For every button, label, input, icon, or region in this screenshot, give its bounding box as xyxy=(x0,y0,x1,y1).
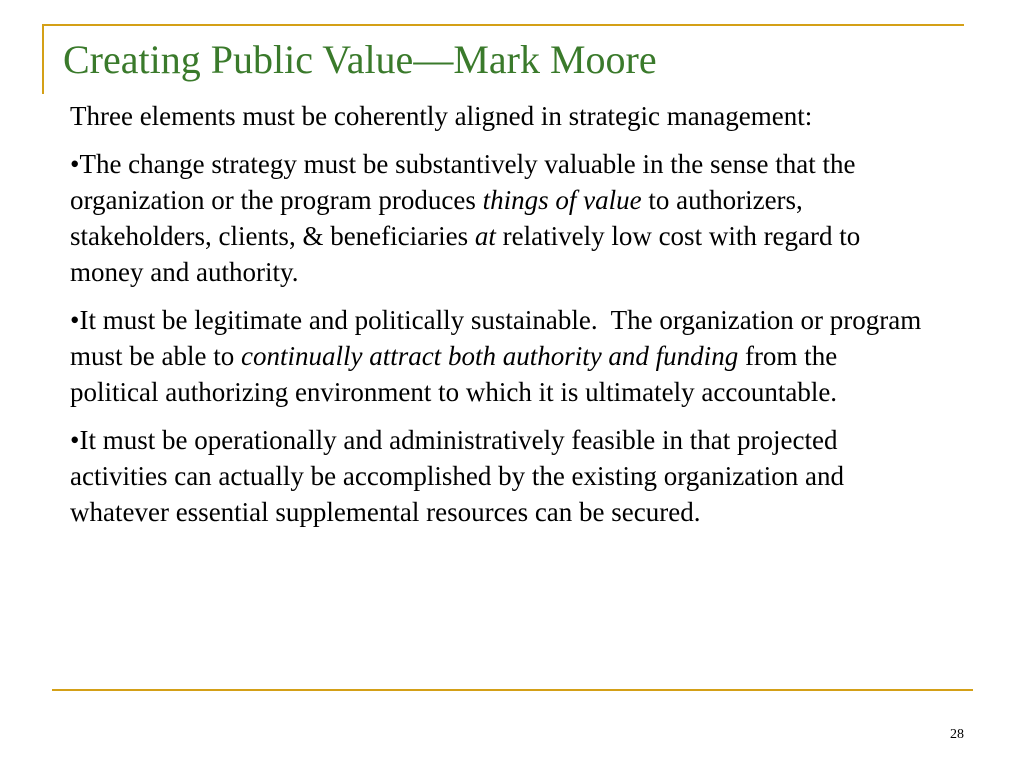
bullet-legitimacy xyxy=(70,302,930,410)
bullet-text: from the political authorizing environment to which it is ultimately accountable. xyxy=(70,341,838,407)
emphasis-text: at xyxy=(474,221,496,251)
emphasis-text: things of value xyxy=(482,185,642,215)
left-accent-rule xyxy=(42,24,44,94)
bullet-text: •It must be legitimate and politically sustainable. The organization or program must be able to xyxy=(70,305,922,371)
bullet-text: relatively low cost with regard to money and authority. xyxy=(70,221,861,287)
bullet-feasibility xyxy=(70,422,930,530)
emphasis-text: continually attract both authority and funding xyxy=(240,341,739,371)
bullet-value xyxy=(70,146,930,290)
bullet-text: to authorizers, stakeholders, clients, & beneficiaries xyxy=(70,185,803,251)
intro-paragraph: Three elements must be coherently aligned in strategic management: xyxy=(70,101,813,131)
top-accent-rule xyxy=(42,24,964,26)
slide-body xyxy=(70,98,930,542)
bottom-accent-rule xyxy=(52,689,973,691)
bullet-text: •The change strategy must be substantively valuable in the sense that the organization or the program produces xyxy=(70,149,856,215)
bullet-text: •It must be operationally and administratively feasible in that projected activities can actually be accomplished by the existing organization and whatever essential supplemental resources can be secured. xyxy=(70,425,844,527)
page-number: 28 xyxy=(950,727,964,742)
slide-title: Creating Public Value—Mark Moore xyxy=(63,37,657,82)
